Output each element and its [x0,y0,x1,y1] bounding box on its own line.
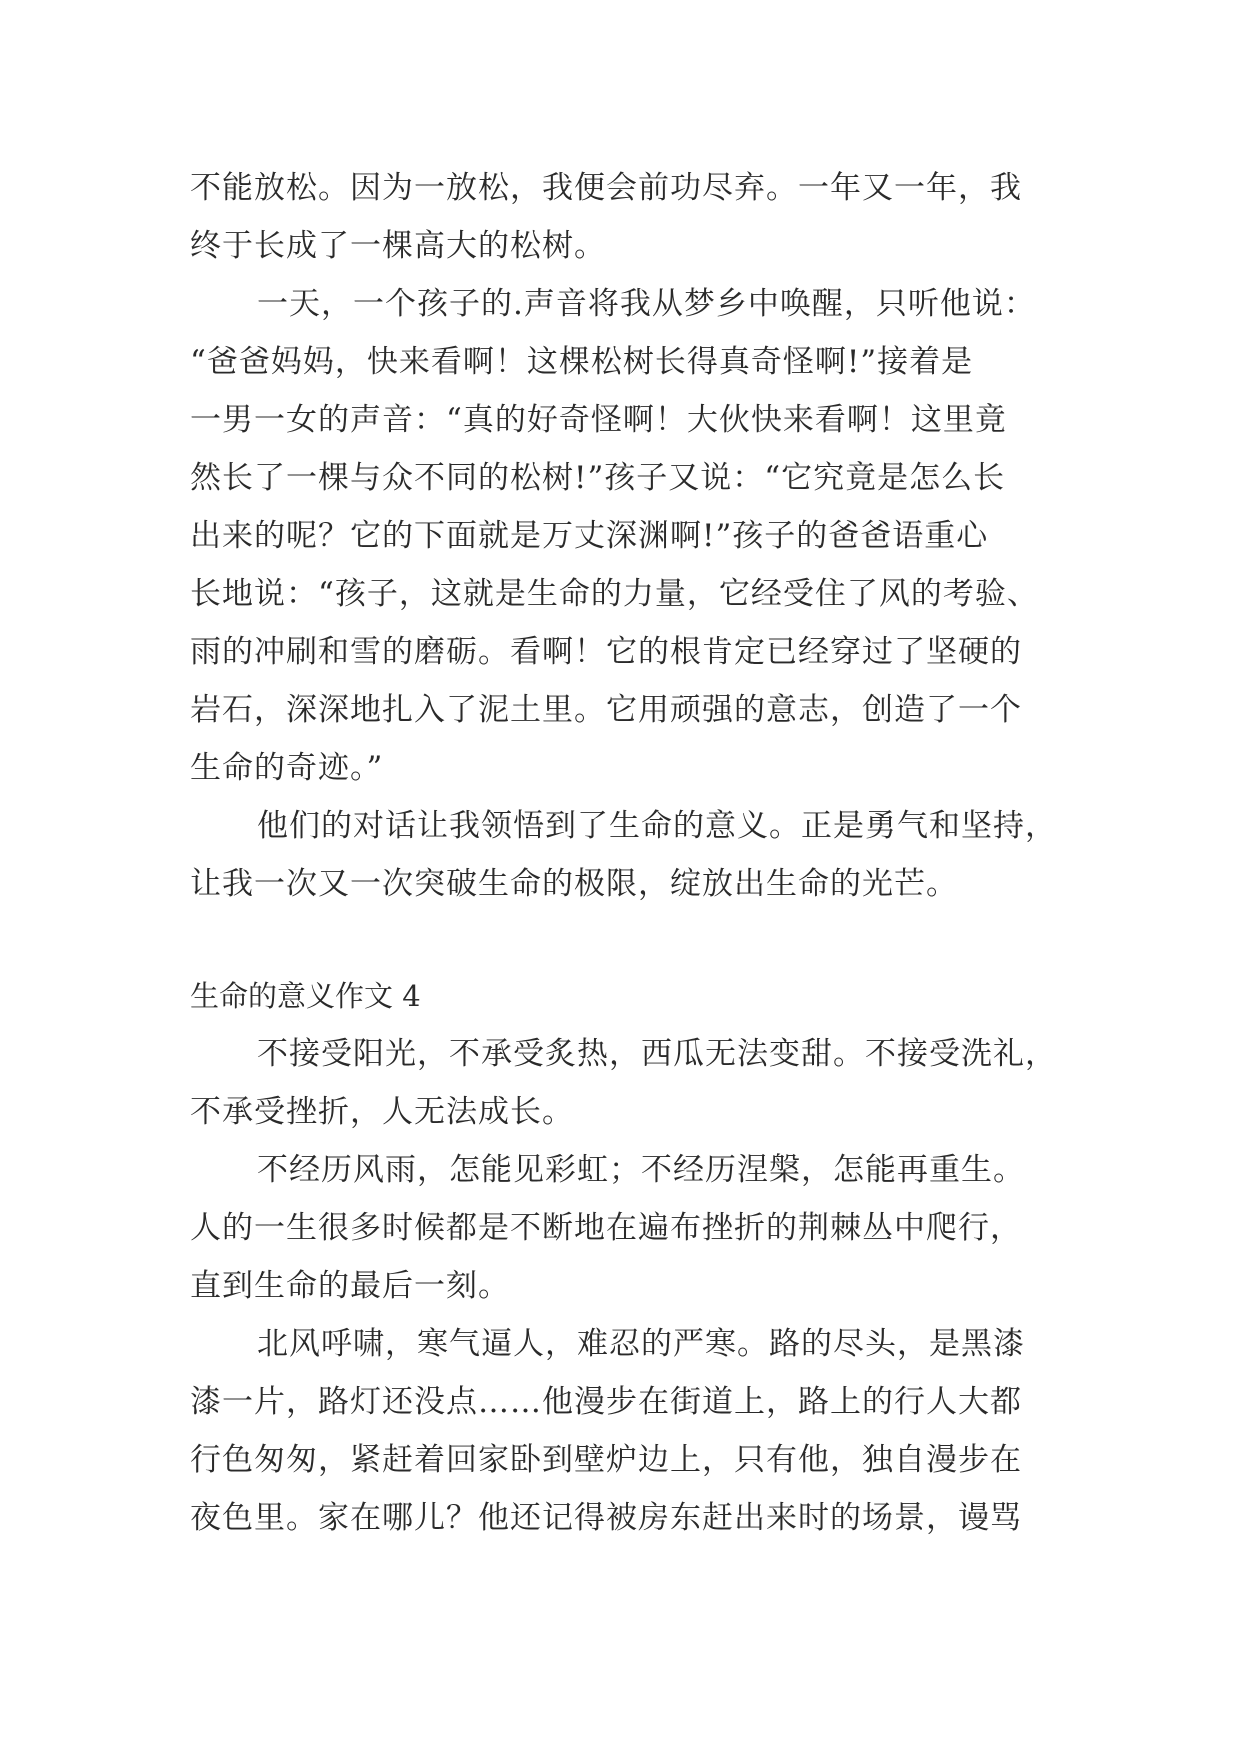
paragraph-line: 漆一片，路灯还没点……他漫步在街道上，路上的行人大都 [190,1384,1022,1420]
paragraph-line: 让我一次又一次突破生命的极限，绽放出生命的光芒。 [190,866,958,902]
paragraph-line: 人的一生很多时候都是不断地在遍布挫折的荆棘丛中爬行， [190,1210,1022,1246]
paragraph-line: 终于长成了一棵高大的松树。 [190,228,606,264]
paragraph-line: 一男一女的声音：“真的好奇怪啊！大伙快来看啊！这里竟 [190,402,1007,438]
paragraph-line: 然长了一棵与众不同的松树!”孩子又说：“它究竟是怎么长 [190,460,1006,496]
paragraph-line: 夜色里。家在哪儿？他还记得被房东赶出来时的场景，谩骂 [190,1500,1022,1536]
paragraph-line: 雨的冲刷和雪的磨砺。看啊！它的根肯定已经穿过了坚硬的 [190,634,1022,670]
paragraph-line: 生命的奇迹。” [190,750,384,786]
paragraph-line: 行色匆匆，紧赶着回家卧到壁炉边上，只有他，独自漫步在 [190,1442,1022,1478]
paragraph-line: 不接受阳光，不承受炙热，西瓜无法变甜。不接受洗礼， [257,1036,1057,1072]
paragraph-line: 不能放松。因为一放松，我便会前功尽弃。一年又一年，我 [190,170,1022,206]
paragraph-line: 一天，一个孩子的.声音将我从梦乡中唤醒，只听他说： [257,286,1036,322]
paragraph-line: 不承受挫折，人无法成长。 [190,1094,574,1130]
paragraph-line: 不经历风雨，怎能见彩虹；不经历涅槃，怎能再重生。 [257,1152,1025,1188]
paragraph-line: 岩石，深深地扎入了泥土里。它用顽强的意志，创造了一个 [190,692,1022,728]
paragraph-line: 长地说：“孩子，这就是生命的力量，它经受住了风的考验、 [190,576,1039,612]
paragraph-line: 北风呼啸，寒气逼人，难忍的严寒。路的尽头，是黑漆 [257,1326,1025,1362]
paragraph-line: “爸爸妈妈，快来看啊！这棵松树长得真奇怪啊!”接着是 [190,344,974,380]
paragraph-line: 他们的对话让我领悟到了生命的意义。正是勇气和坚持， [257,808,1057,844]
paragraph-line: 出来的呢？它的下面就是万丈深渊啊!”孩子的爸爸语重心 [190,518,989,554]
paragraph-line: 直到生命的最后一刻。 [190,1268,510,1304]
section-heading: 生命的意义作文 4 [190,979,421,1013]
